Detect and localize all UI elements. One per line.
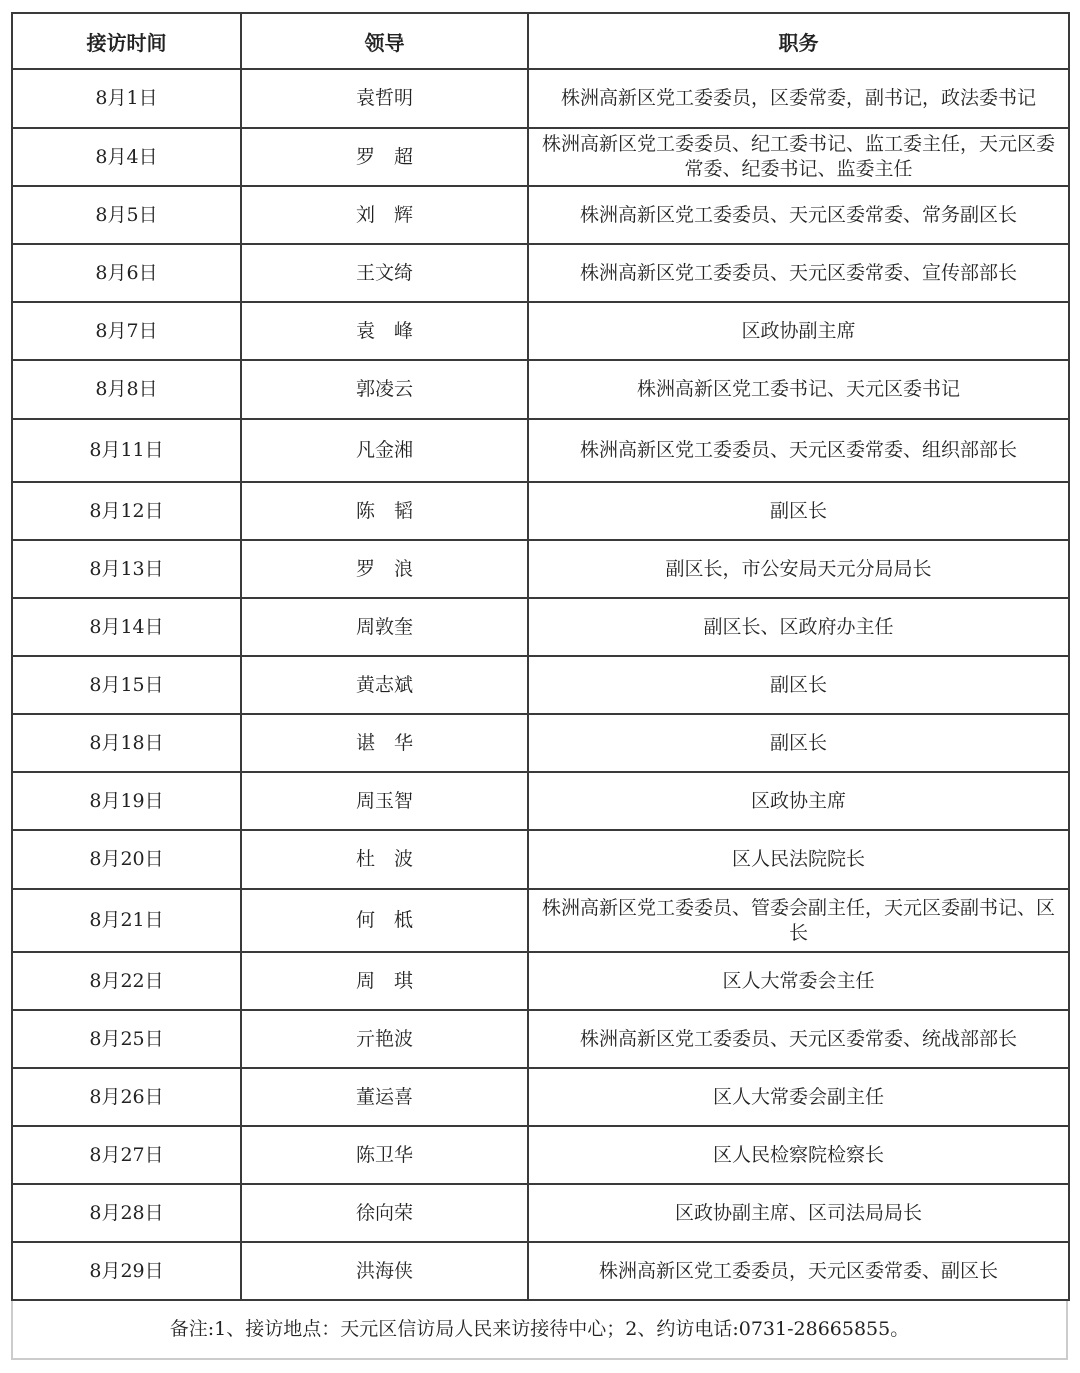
table-row [12,656,1069,714]
cell-leader: 周玉智 [241,772,528,830]
cell-leader: 亓艳波 [241,1010,528,1068]
cell-date: 8月14日 [12,598,241,656]
table-row [12,714,1069,772]
cell-position: 株洲高新区党工委委员、天元区委常委、组织部部长 [528,419,1069,482]
table-row [12,1068,1069,1126]
cell-date: 8月27日 [12,1126,241,1184]
table-row [12,302,1069,360]
cell-leader: 陈 韬 [241,482,528,540]
cell-date: 8月1日 [12,69,241,128]
cell-position: 株洲高新区党工委委员、天元区委常委、统战部部长 [528,1010,1069,1068]
cell-date: 8月20日 [12,830,241,889]
table-row [12,360,1069,419]
table-row [12,1184,1069,1242]
cell-date: 8月25日 [12,1010,241,1068]
cell-leader: 刘 辉 [241,186,528,244]
cell-leader: 凡金湘 [241,419,528,482]
cell-date: 8月28日 [12,1184,241,1242]
table-row [12,830,1069,889]
table-row [12,952,1069,1010]
cell-position: 株洲高新区党工委委员，天元区委常委、副区长 [528,1242,1069,1300]
table-row [12,540,1069,598]
table-row [12,1010,1069,1068]
cell-date: 8月18日 [12,714,241,772]
cell-leader: 何 柢 [241,889,528,952]
cell-leader: 袁哲明 [241,69,528,128]
cell-position: 副区长、区政府办主任 [528,598,1069,656]
cell-position: 株洲高新区党工委委员，区委常委，副书记，政法委书记 [528,69,1069,128]
header-leader: 领导 [241,13,528,69]
table-row [12,598,1069,656]
cell-position: 区政协副主席、区司法局局长 [528,1184,1069,1242]
cell-date: 8月15日 [12,656,241,714]
reception-schedule-table [11,12,1070,1301]
cell-position: 株洲高新区党工委委员、纪工委书记、监工委主任，天元区委常委、纪委书记、监委主任 [528,128,1069,186]
table-row [12,889,1069,952]
cell-position: 区人大常委会副主任 [528,1068,1069,1126]
cell-position: 株洲高新区党工委委员、天元区委常委、常务副区长 [528,186,1069,244]
cell-leader: 王文绮 [241,244,528,302]
cell-date: 8月29日 [12,1242,241,1300]
remark-note: 备注:1、接访地点：天元区信访局人民来访接待中心；2、约访电话:0731-28665855。 [11,1301,1068,1360]
table-row [12,1126,1069,1184]
cell-leader: 谌 华 [241,714,528,772]
cell-position: 区政协副主席 [528,302,1069,360]
cell-position: 区政协主席 [528,772,1069,830]
table-header-row [12,13,1069,69]
cell-date: 8月22日 [12,952,241,1010]
cell-position: 副区长，市公安局天元分局局长 [528,540,1069,598]
table-row [12,128,1069,186]
cell-position: 区人大常委会主任 [528,952,1069,1010]
cell-leader: 周敦奎 [241,598,528,656]
cell-position: 株洲高新区党工委书记、天元区委书记 [528,360,1069,419]
cell-leader: 陈卫华 [241,1126,528,1184]
cell-date: 8月8日 [12,360,241,419]
cell-leader: 徐向荣 [241,1184,528,1242]
cell-date: 8月4日 [12,128,241,186]
cell-leader: 袁 峰 [241,302,528,360]
table-row [12,772,1069,830]
table-row [12,1242,1069,1300]
cell-date: 8月7日 [12,302,241,360]
cell-position: 株洲高新区党工委委员、天元区委常委、宣传部部长 [528,244,1069,302]
cell-date: 8月12日 [12,482,241,540]
cell-position: 副区长 [528,714,1069,772]
schedule-container [11,12,1068,1360]
cell-date: 8月19日 [12,772,241,830]
cell-leader: 黄志斌 [241,656,528,714]
cell-position: 区人民检察院检察长 [528,1126,1069,1184]
cell-date: 8月13日 [12,540,241,598]
table-row [12,482,1069,540]
cell-date: 8月21日 [12,889,241,952]
cell-leader: 董运喜 [241,1068,528,1126]
cell-date: 8月5日 [12,186,241,244]
header-date: 接访时间 [12,13,241,69]
cell-date: 8月26日 [12,1068,241,1126]
cell-position: 株洲高新区党工委委员、管委会副主任，天元区委副书记、区长 [528,889,1069,952]
table-row [12,186,1069,244]
cell-position: 区人民法院院长 [528,830,1069,889]
cell-leader: 罗 超 [241,128,528,186]
cell-leader: 洪海侠 [241,1242,528,1300]
table-row [12,69,1069,128]
cell-leader: 杜 波 [241,830,528,889]
cell-leader: 周 琪 [241,952,528,1010]
cell-position: 副区长 [528,656,1069,714]
cell-date: 8月6日 [12,244,241,302]
cell-date: 8月11日 [12,419,241,482]
header-position: 职务 [528,13,1069,69]
table-row [12,244,1069,302]
cell-leader: 郭凌云 [241,360,528,419]
cell-leader: 罗 浪 [241,540,528,598]
table-row [12,419,1069,482]
cell-position: 副区长 [528,482,1069,540]
